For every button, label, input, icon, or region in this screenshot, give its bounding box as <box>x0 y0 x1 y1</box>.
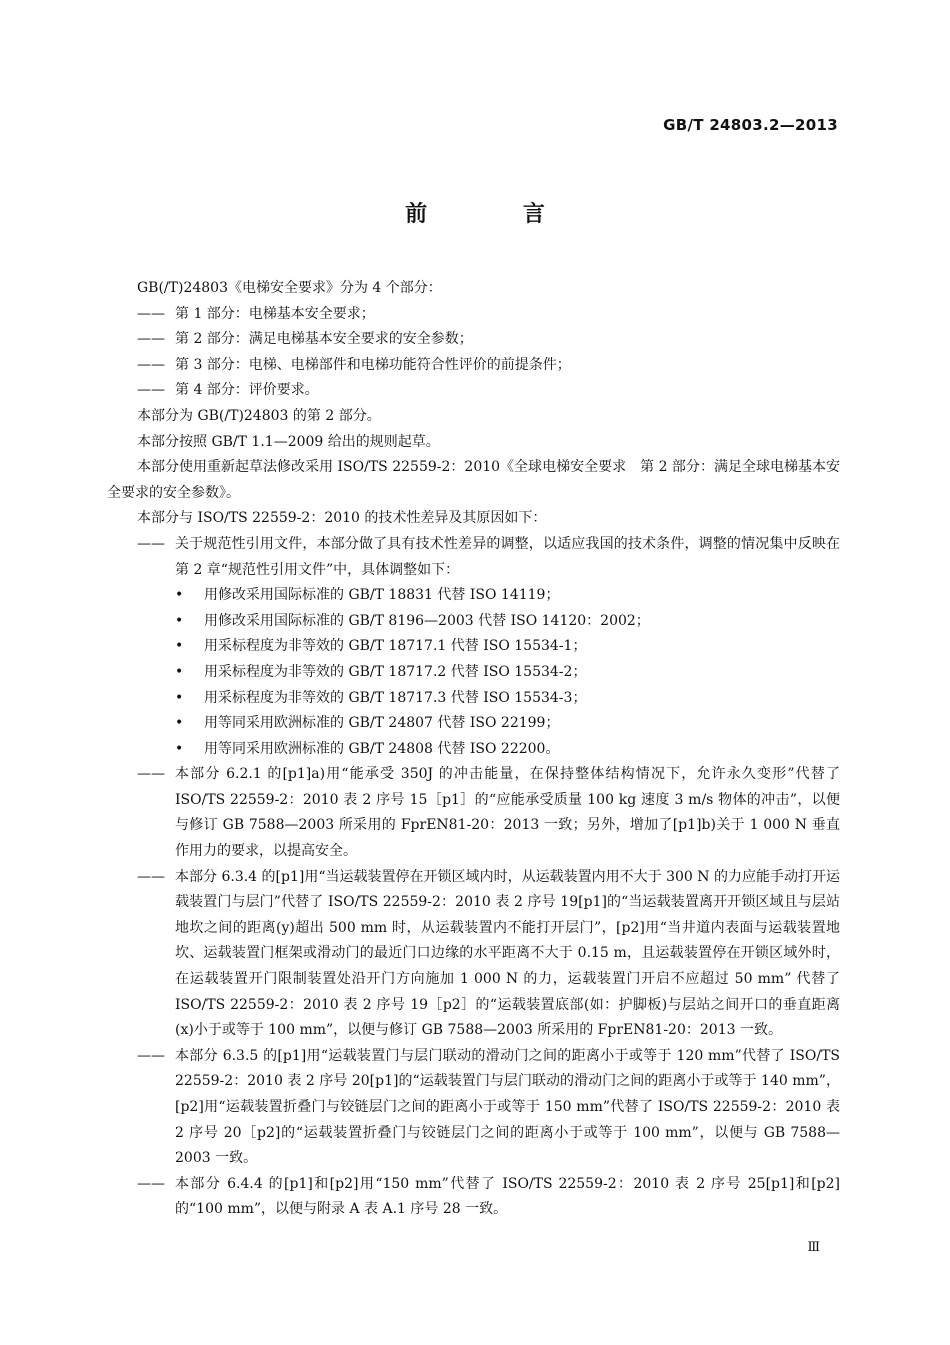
bullet-icon: • <box>175 612 184 629</box>
dash-mark: —— <box>137 382 165 399</box>
dash-mark: —— <box>137 1047 165 1064</box>
part-list-item: —— 第 4 部分：评价要求。 <box>107 378 840 404</box>
difference-item: —— 关于规范性引用文件，本部分做了具有技术性差异的调整，以适应我国的技术条件，调整的情况集中反映在第 2 章“规范性引用文件”中，具体调整如下： <box>107 532 840 583</box>
list-item: • 用等同采用欧洲标准的 GB/T 24808 代替 ISO 22200。 <box>175 737 840 763</box>
difference-item: —— 本部分 6.3.5 的[p1]用“运载装置门与层门联动的滑动门之间的距离小于或等于 120 mm”代替了 ISO/TS 22559-2：2010 表 2 序号 20[p1]的“运载装置门与层门联动的滑动门之间的距离小于或等于 140 mm”，[p2]用“运载装置折叠门与铰链层门之间的距离小于或等于 150 mm”代替了 ISO/TS 22559-2：2010 表 2 序号 20［p2]的“运载装置折叠门与铰链层门之间的距离小于或等于 100 mm”，以便与 GB 7588—2003 一致。 <box>107 1044 840 1172</box>
bullet-icon: • <box>175 663 184 680</box>
part-list-item: —— 第 1 部分：电梯基本安全要求； <box>107 302 840 328</box>
list-item: • 用采标程度为非等效的 GB/T 18717.3 代替 ISO 15534-3； <box>175 686 840 712</box>
list-item: • 用采标程度为非等效的 GB/T 18717.1 代替 ISO 15534-1； <box>175 634 840 660</box>
paragraph: 本部分为 GB(/T)24803 的第 2 部分。 <box>137 407 381 424</box>
standard-code: GB/T 24803.2—2013 <box>663 116 838 134</box>
paragraph: 本部分与 ISO/TS 22559-2：2010 的技术性差异及其原因如下： <box>137 510 547 527</box>
difference-item: —— 本部分 6.4.4 的[p1]和[p2]用“150 mm”代替了 ISO/TS 22559-2：2010 表 2 序号 25[p1]和[p2]的“100 mm”，以便与附录 A 表 A.1 序号 28 一致。 <box>107 1172 840 1223</box>
dash-mark: —— <box>137 305 165 322</box>
difference-item: —— 本部分 6.3.4 的[p1]用“当运载装置停在开锁区域内时，从运载装置内用不大于 300 N 的力应能手动打开运载装置门与层门”代替了 ISO/TS 22559-2：2010 表 2 序号 19[p1]的“当运载装置离开开锁区域且与层站地坎之间的距离(y)超出 500 mm 时，从运载装置内不能打开层门”，[p2]用“当井道内表面与运载装置地坎、运载装置门框架或滑动门的最近门口边缘的水平距离不大于 0.15 m，且运载装置停在开锁区域外时，在运载装置开门限制装置处沿开门方向施加 1 000 N 的力，运载装置门开启不应超过 50 mm” 代替了 ISO/TS 22559-2：2010 表 2 序号 19［p2］的“运载装置底部(如：护脚板)与层站之间开口的垂直距离(x)小于或等于 100 mm”，以便与修订 GB 7588—2003 所采用的 FprEN81-20：2013 一致。 <box>107 865 840 1044</box>
list-item: • 用修改采用国际标准的 GB/T 8196—2003 代替 ISO 14120：2002； <box>175 609 840 635</box>
dash-mark: —— <box>137 331 165 348</box>
difference-item: —— 本部分 6.2.1 的[p1]a)用“能承受 350J 的冲击能量，在保持整体结构情况下，允许永久变形”代替了 ISO/TS 22559-2：2010 表 2 序号 15［p1］的“应能承受质量 100 kg 速度 3 m/s 物体的冲击”，以便与修订 GB 7588—2003 所采用的 FprEN81-20：2013 一致；另外，增加了[p1]b)关于 1 000 N 垂直作用力的要求，以提高安全。 <box>107 762 840 864</box>
list-item: • 用等同采用欧洲标准的 GB/T 24807 代替 ISO 22199； <box>175 711 840 737</box>
list-item: • 用采标程度为非等效的 GB/T 18717.2 代替 ISO 15534-2； <box>175 660 840 686</box>
bullet-icon: • <box>175 638 184 655</box>
bullet-icon: • <box>175 715 184 732</box>
list-item: • 用修改采用国际标准的 GB/T 18831 代替 ISO 14119； <box>175 583 840 609</box>
foreword-body <box>107 276 840 1223</box>
part-list-item: —— 第 2 部分：满足电梯基本安全要求的安全参数； <box>107 327 840 353</box>
dash-mark: —— <box>137 1175 165 1192</box>
bullet-icon: • <box>175 740 184 757</box>
page-title: 前 言 <box>405 202 589 227</box>
intro-paragraph: GB(/T)24803《电梯安全要求》分为 4 个部分： <box>137 280 442 296</box>
dash-mark: —— <box>137 868 165 885</box>
paragraph: 本部分按照 GB/T 1.1—2009 给出的规则起草。 <box>137 433 440 450</box>
part-list-item: —— 第 3 部分：电梯、电梯部件和电梯功能符合性评价的前提条件； <box>107 353 840 379</box>
page-number: Ⅲ <box>807 1240 820 1255</box>
paragraph: 本部分使用重新起草法修改采用 ISO/TS 22559-2：2010《全球电梯安全要求 第 2 部分：满足全球电梯基本安全要求的安全参数》。 <box>107 459 840 501</box>
dash-mark: —— <box>137 766 165 783</box>
bullet-icon: • <box>175 689 184 706</box>
bullet-icon: • <box>175 587 184 604</box>
dash-mark: —— <box>137 356 165 373</box>
dash-mark: —— <box>137 535 165 552</box>
bullet-list <box>107 583 840 762</box>
